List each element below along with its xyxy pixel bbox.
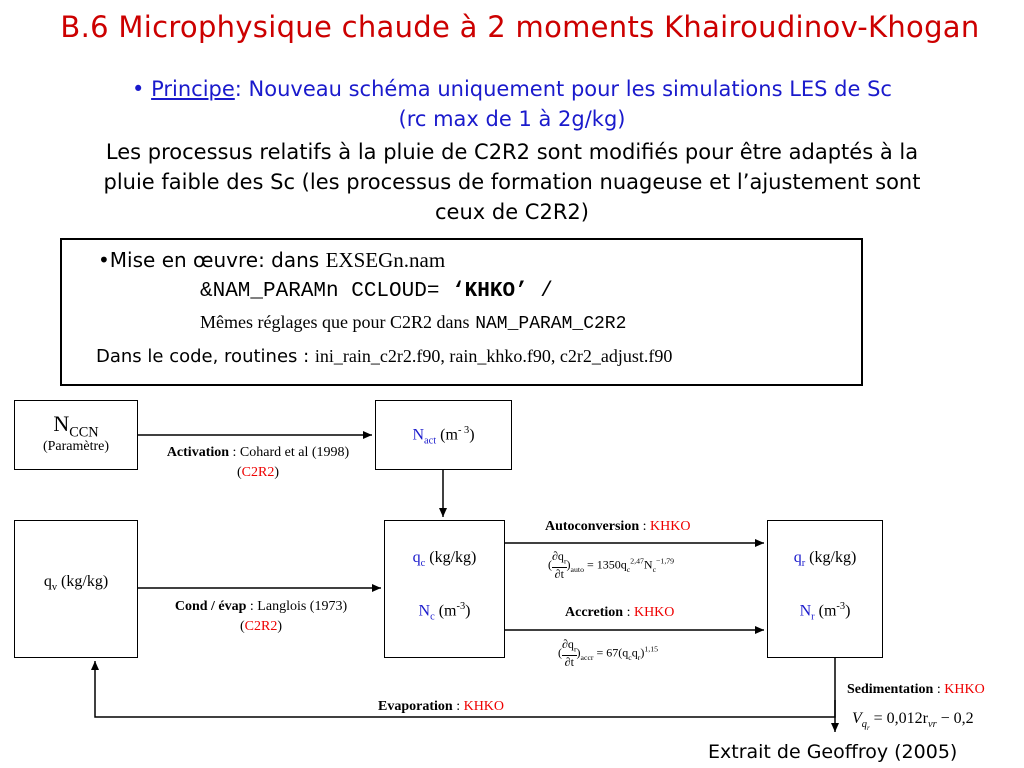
nact-sub: act (424, 435, 437, 447)
qc-main: q (412, 549, 421, 566)
code-prefix: Dans le code, routines : (96, 346, 310, 367)
principle-para-3: ceux de C2R2) (435, 200, 589, 224)
eq-accr-frac (562, 638, 577, 669)
qv-label (15, 573, 137, 593)
eq-sed-lhs-sub-q: q (861, 719, 867, 731)
condevap-scheme: C2R2 (244, 619, 278, 634)
nc-main: N (418, 602, 431, 620)
activation-label (140, 443, 376, 483)
impl-file: EXSEGn.nam (325, 248, 446, 272)
autoconversion-scheme: KHKO (650, 519, 691, 534)
autoconversion-name: Autoconversion (545, 519, 640, 534)
qc-sub: c (420, 558, 426, 570)
eq-accr-rhs-sub1: c (628, 652, 632, 662)
footer-source: Extrait de Geoffroy (2005) (708, 741, 958, 763)
eq-auto-rhs1: = 1350q (583, 557, 627, 572)
equation-sedimentation (852, 710, 974, 732)
qv-sub: v (51, 582, 58, 594)
activation-name: Activation (166, 445, 230, 460)
eq-accr-rp-sub: accr (580, 652, 594, 662)
nc-unit: (m (438, 602, 457, 620)
condevap-open: ( (239, 619, 245, 634)
activation-scheme: C2R2 (241, 465, 275, 480)
sedimentation-name: Sedimentation (847, 682, 934, 697)
eq-sed-rhs-end: − 0,2 (936, 710, 974, 727)
eq-auto-num: ∂q (552, 549, 564, 563)
qr-main: q (793, 549, 802, 566)
same-code: NAM_PARAM_C2R2 (475, 314, 627, 334)
eq-sed-lhs-sub (861, 719, 870, 733)
cloud-box (384, 520, 505, 658)
eq-auto-rp: ) (566, 557, 571, 572)
principle-line2: (rc max de 1 à 2g/kg) (398, 107, 626, 131)
nccn-param: (Paramètre) (42, 439, 110, 455)
accretion-sep: : (623, 605, 634, 620)
condevap-ref: : Langlois (1973) (246, 599, 348, 614)
eq-sed-lhs-subsub: r (866, 725, 870, 733)
namelist-end: / (540, 280, 553, 303)
sedimentation-sep: : (933, 682, 945, 697)
condevap-label (146, 597, 376, 637)
eq-sed-rhs-sub: vr (927, 719, 937, 731)
eq-accr-rhs-end: ) (640, 645, 645, 660)
nc-unit-end: ) (465, 602, 471, 620)
equation-accretion (558, 638, 658, 669)
nr-unit-end: ) (845, 602, 851, 620)
accretion-scheme: KHKO (633, 605, 675, 620)
nccn-sub: CCN (69, 424, 99, 441)
eq-accr-rhs: = 67(q (593, 645, 629, 660)
qr-unit: (kg/kg) (809, 549, 857, 566)
eq-auto-rhs2-sup: −1,79 (656, 556, 675, 566)
nr-unit: (m (818, 602, 837, 620)
same-prefix: Mêmes réglages que pour C2R2 dans (200, 312, 470, 332)
principle-label: Principe (151, 77, 235, 101)
eq-sed-rhs: = 0,012r (869, 710, 928, 727)
slide-title: B.6 Microphysique chaude à 2 moments Khairoudinov-Khogan (60, 10, 980, 44)
qr-label (768, 549, 882, 569)
nccn-box (14, 400, 138, 470)
eq-auto-num-sub: r (563, 556, 567, 566)
nr-unit-sup: -3 (836, 601, 846, 613)
principle-para-1: Les processus relatifs à la pluie de C2R2 sont modifiés pour être adaptés à la (105, 140, 919, 164)
nc-sub: c (430, 611, 435, 623)
eq-auto-rp-sub: auto (570, 564, 584, 574)
nccn-main: N (53, 411, 70, 436)
eq-auto-frac (552, 550, 567, 581)
nc-label (385, 601, 504, 623)
qr-sub: r (801, 558, 806, 570)
nr-label (768, 601, 882, 623)
nact-unit-end: ) (469, 426, 475, 444)
eq-auto-rhs1-sub: c (626, 564, 631, 574)
namelist-value: ‘KHKO’ (452, 280, 528, 303)
code-routines: ini_rain_c2r2.f90, rain_khko.f90, c2r2_adjust.f90 (314, 346, 673, 366)
activation-open: ( (236, 465, 242, 480)
nccn-label (15, 411, 137, 441)
autoconversion-label (545, 519, 690, 535)
principle-para-2: pluie faible des Sc (les processus de formation nuageuse et l’ajustement sont (103, 170, 921, 194)
eq-accr-rp: ) (576, 645, 581, 660)
nc-unit-sup: -3 (456, 601, 466, 613)
qv-unit: (kg/kg) (61, 573, 109, 590)
nact-unit: (m (440, 426, 458, 444)
evaporation-name: Evaporation (378, 699, 453, 714)
eq-auto-lp: ( (548, 557, 552, 572)
activation-close: ) (274, 465, 280, 480)
accretion-name: Accretion (565, 605, 624, 620)
qv-box (14, 520, 138, 658)
qc-label (385, 549, 504, 569)
bullet: • (132, 77, 145, 101)
rain-box (767, 520, 883, 658)
condevap-close: ) (277, 619, 283, 634)
evaporation-sep: : (452, 699, 464, 714)
nact-box (375, 400, 512, 470)
eq-auto-rhs1-sup: 2,47 (630, 556, 644, 566)
qv-main: q (43, 573, 52, 590)
evaporation-scheme: KHKO (463, 699, 505, 714)
nr-sub: r (811, 611, 815, 623)
eq-accr-num-sub: r (573, 644, 577, 654)
principle-text: : Nouveau schéma uniquement pour les simulations LES de Sc (234, 77, 892, 101)
nr-main: N (799, 602, 812, 620)
equation-autoconversion (548, 550, 674, 581)
eq-accr-rhs-sup: 1,15 (644, 644, 659, 654)
eq-auto-rhs2: N (643, 557, 653, 572)
evaporation-label (378, 699, 504, 715)
eq-accr-lp: ( (558, 645, 562, 660)
eq-accr-den: ∂t (564, 655, 574, 670)
sedimentation-label (847, 682, 985, 698)
eq-auto-den: ∂t (554, 567, 564, 582)
nact-label (376, 425, 511, 447)
eq-sed-lhs: V (852, 710, 862, 727)
accretion-label (565, 605, 674, 621)
namelist-a: &NAM_PARAMn CCLOUD= (200, 280, 440, 303)
qc-unit: (kg/kg) (429, 549, 477, 566)
condevap-name: Cond / évap (174, 599, 247, 614)
eq-accr-rhs-mid: q (631, 645, 638, 660)
eq-accr-rhs-sub2: r (637, 652, 641, 662)
activation-ref: : Cohard et al (1998) (229, 445, 350, 460)
nact-unit-sup: - 3 (457, 425, 470, 436)
eq-accr-num: ∂q (562, 637, 574, 651)
nact-main: N (412, 426, 425, 444)
eq-auto-rhs2-sub: c (652, 564, 657, 574)
sedimentation-scheme: KHKO (944, 682, 985, 697)
autoconversion-sep: : (639, 519, 651, 534)
impl-bullet-text: •Mise en œuvre: dans (98, 248, 320, 272)
